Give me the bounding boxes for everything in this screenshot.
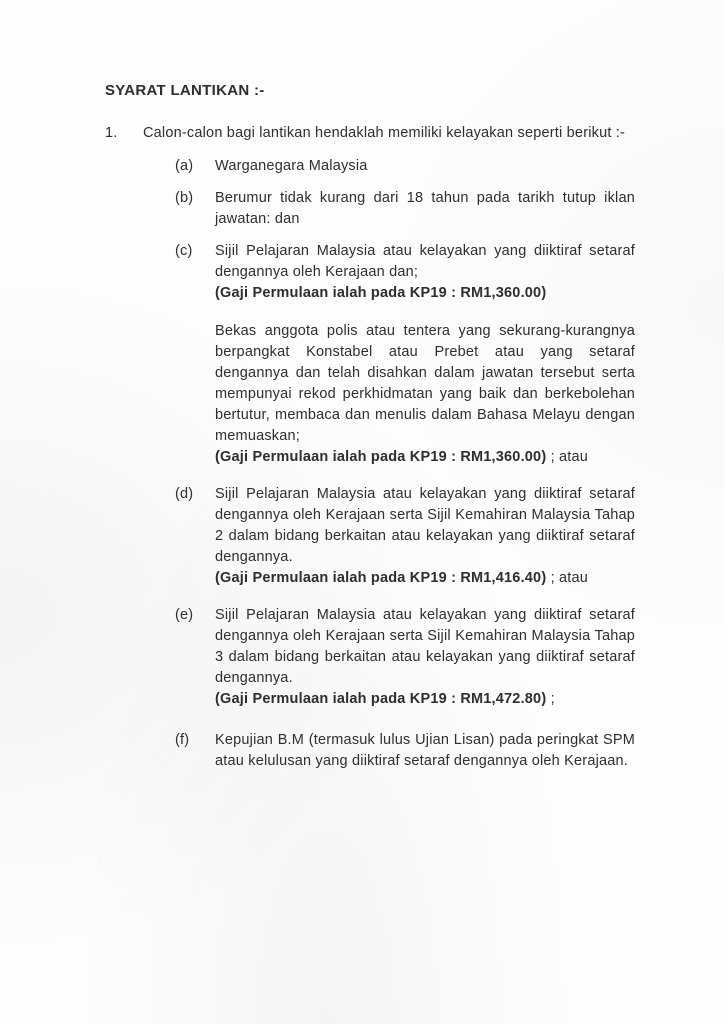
- item-1-body: [143, 123, 635, 144]
- sub-item-a-text: Warganegara Malaysia: [215, 158, 368, 174]
- sub-item-f-label: (f): [175, 732, 190, 748]
- sub-item-c: [105, 241, 635, 304]
- sub-item-c-body: [215, 241, 635, 304]
- sub-item-d-label: (d): [175, 486, 194, 502]
- sub-item-c-label: (c): [175, 243, 193, 259]
- sub-item-c-continuation-body: [215, 321, 635, 468]
- sub-item-c-continuation: [105, 321, 635, 468]
- sub-item-f: [105, 730, 635, 772]
- sub-item-e-salary-line: [215, 689, 635, 710]
- salary-amount: (Gaji Permulaan ialah pada KP19 : RM1,360.00): [215, 449, 547, 465]
- sub-item-a: [105, 156, 635, 177]
- document-content: [105, 80, 635, 772]
- sub-item-b-label: (b): [175, 190, 194, 206]
- sub-item-f-text: Kepujian B.M (termasuk lulus Ujian Lisan) pada peringkat SPM atau kelulusan yang diiktiraf setaraf dengannya oleh Kerajaan.: [215, 732, 635, 769]
- sub-item-e-label: (e): [175, 607, 194, 623]
- sub-item-c-continuation-label: [175, 321, 215, 468]
- sub-item-a-body: [215, 156, 635, 177]
- salary-suffix: ; atau: [546, 449, 589, 465]
- list-item-1: [105, 123, 635, 144]
- sub-item-c-continuation-text: Bekas anggota polis atau tentera yang sekurang-kurangnya berpangkat Konstabel atau Prebet atau yang setaraf dengannya dan telah disahkan dalam jawatan tersebut serta mempunyai rekod perkhidmatan yang baik dan berkebolehan bertutur, membaca dan menulis dalam Bahasa Melayu dengan memuaskan;: [215, 323, 635, 444]
- sub-item-c-text: Sijil Pelajaran Malaysia atau kelayakan yang diiktiraf setaraf dengannya oleh Kerajaan dan;: [215, 243, 635, 280]
- sub-item-b-text: Berumur tidak kurang dari 18 tahun pada tarikh tutup iklan jawatan: dan: [215, 190, 635, 227]
- sub-item-a-label: (a): [175, 158, 194, 174]
- sub-item-f-body: [215, 730, 635, 772]
- salary-suffix: ;: [546, 691, 555, 707]
- sub-item-d: [105, 484, 635, 589]
- sub-item-d-text: Sijil Pelajaran Malaysia atau kelayakan yang diiktiraf setaraf dengannya oleh Kerajaan serta Sijil Kemahiran Malaysia Tahap 2 dalam bidang berkaitan atau kelayakan yang diiktiraf setaraf dengannya.: [215, 486, 635, 565]
- sub-item-c-continuation-salary-line: [215, 447, 635, 468]
- sub-item-e-body: [215, 605, 635, 710]
- sub-item-d-body: [215, 484, 635, 589]
- item-1-text: Calon-calon bagi lantikan hendaklah memiliki kelayakan seperti berikut :-: [143, 125, 626, 141]
- sub-item-e-text: Sijil Pelajaran Malaysia atau kelayakan yang diiktiraf setaraf dengannya oleh Kerajaan serta Sijil Kemahiran Malaysia Tahap 3 dalam bidang berkaitan atau kelayakan yang diiktiraf setaraf dengannya.: [215, 607, 635, 686]
- salary-suffix: ; atau: [546, 570, 589, 586]
- salary-amount: (Gaji Permulaan ialah pada KP19 : RM1,360.00): [215, 285, 547, 301]
- page-title: SYARAT LANTIKAN :-: [105, 82, 265, 99]
- sub-item-d-salary-line: [215, 568, 635, 589]
- sub-item-b: [105, 188, 635, 230]
- sub-item-b-body: [215, 188, 635, 230]
- salary-amount: (Gaji Permulaan ialah pada KP19 : RM1,472.80): [215, 691, 547, 707]
- sub-item-e: [105, 605, 635, 710]
- item-1-number: 1.: [105, 125, 118, 141]
- sub-item-c-salary-line: [215, 283, 635, 304]
- salary-amount: (Gaji Permulaan ialah pada KP19 : RM1,416.40): [215, 570, 547, 586]
